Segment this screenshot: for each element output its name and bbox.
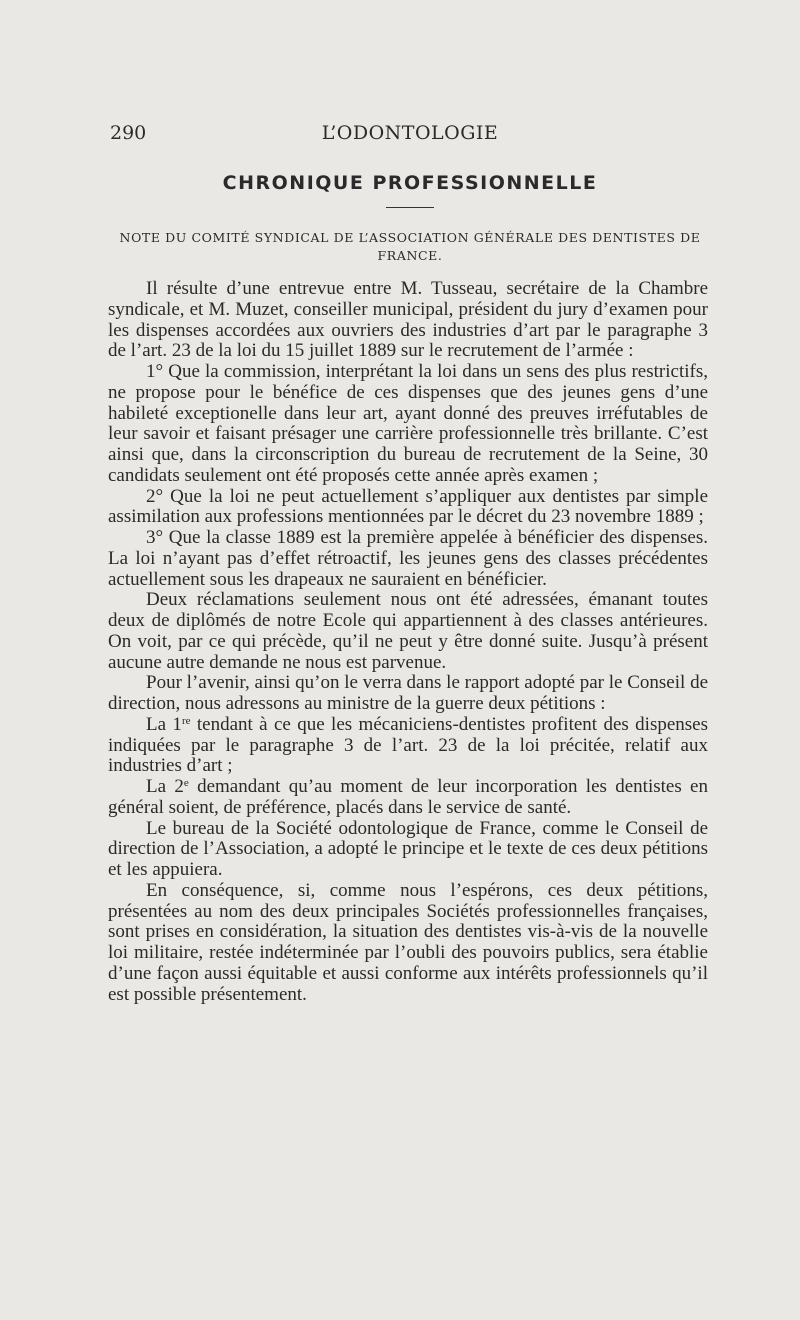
paragraph-bureau: Le bureau de la Société odontologique de France, comme le Conseil de direction de l’Association, a adopté le principe et le texte de ces deux pétitions et les appuiera. <box>108 817 708 880</box>
paragraph-point-3: 3° Que la classe 1889 est la première appelée à bénéficier des dispenses. La loi n’ayant pas d’effet rétroactif, les jeunes gens des classes précédentes actuellement sous les drapeaux ne sauraient en bénéficier. <box>108 527 708 590</box>
running-header <box>110 122 710 150</box>
article-body <box>108 279 708 1005</box>
paragraph-point-1: 1° Que la commission, interprétant la loi dans un sens des plus restrictifs, ne propose pour le bénéfice de ces dispenses que des jeunes gens d’une habileté exceptionelle dans leur art, ayant donné des preuves irréfutables de leur savoir et faisant présager une carrière professionnelle très brillante. C’est ainsi que, dans la circonscription du bureau de recrutement de la Seine, 30 candidats seulement ont été proposés cette année après examen ; <box>108 361 708 486</box>
paragraph-reclamations: Deux réclamations seulement nous ont été adressées, émanant toutes deux de diplômés de notre Ecole qui appartiennent à des classes antérieures. On voit, par ce qui précède, qu’il ne peut y être donné suite. Jusqu’à présent aucune autre demande ne nous est parvenue. <box>108 589 708 673</box>
page-number: 290 <box>110 122 147 144</box>
section-title: CHRONIQUE PROFESSIONNELLE <box>222 172 598 194</box>
title-divider <box>386 207 434 208</box>
paragraph-point-2: 2° Que la loi ne peut actuellement s’appliquer aux dentistes par simple assimilation aux professions mentionnées par le décret du 23 novembre 1889 ; <box>108 485 708 528</box>
journal-title: L’ODONTOLOGIE <box>321 122 499 144</box>
section-subtitle: NOTE DU COMITÉ SYNDICAL DE L’ASSOCIATION GÉNÉRALE DES DENTISTES DE FRANCE. <box>119 230 701 263</box>
paragraph-petition-1: La 1re tendant à ce que les mécaniciens-dentistes profitent des dispenses indiquées par le paragraphe 3 de l’art. 23 de la loi précitée, relatif aux industries d’art ; <box>108 713 708 777</box>
paragraph-petition-2: La 2e demandant qu’au moment de leur incorporation les dentistes en général soient, de préférence, placés dans le service de santé. <box>108 776 708 818</box>
paragraph-future: Pour l’avenir, ainsi qu’on le verra dans le rapport adopté par le Conseil de direction, nous adressons au ministre de la guerre deux pétitions : <box>108 672 708 714</box>
paragraph-conclusion: En conséquence, si, comme nous l’espérons, ces deux pétitions, présentées au nom des deux principales Sociétés professionnelles françaises, sont prises en considération, la situation des dentistes vis-à-vis de la nouvelle loi militaire, restée indéterminée par l’oubli des pouvoirs publics, sera établie d’une façon aussi équitable et aussi conforme aux intérêts professionnels qu’il est possible présentement. <box>108 879 708 1005</box>
paragraph-intro: Il résulte d’une entrevue entre M. Tusseau, secrétaire de la Chambre syndicale, et M. Muzet, conseiller municipal, président du jury d’examen pour les dispenses accordées aux ouvriers des industries d’art par le paragraphe 3 de l’art. 23 de la loi du 15 juillet 1889 sur le recrutement de l’armée : <box>108 278 708 362</box>
